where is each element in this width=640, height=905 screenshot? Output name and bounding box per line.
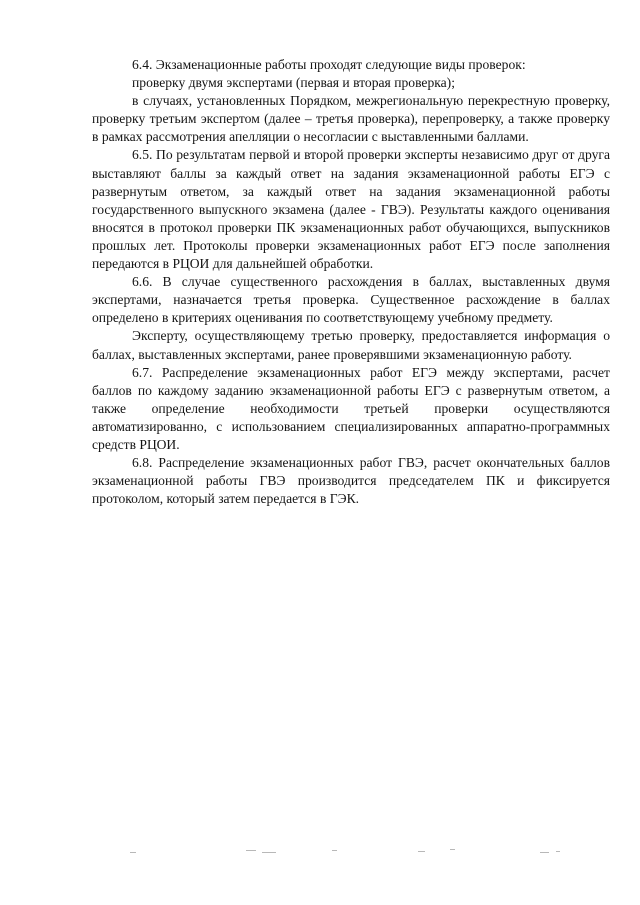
scan-speck [262, 852, 276, 853]
paragraph-6-8: 6.8. Распределение экзаменационных работ ГВЭ, расчет окончательных баллов экзаменационной работы ГВЭ производится председателем ПК и фиксируется протоколом, который затем передается в ГЭК. [92, 455, 610, 507]
paragraph-third-expert-info: Эксперту, осуществляющему третью проверку, предоставляется информация о баллах, выставленных экспертами, ранее проверявшими экзаменационную работу. [92, 328, 610, 362]
scan-speck [450, 849, 455, 850]
paragraph-6-5: 6.5. По результатам первой и второй проверки эксперты независимо друг от друга выставляют баллы за каждый ответ на задания экзаменационной работы ЕГЭ с развернутым ответом, за каждый ответ на задания экзаменационной работы государственного выпускного экзамена (далее - ГВЭ). Результаты каждого оценивания вносятся в протокол проверки ПК экзаменационных работ обучающихся, выпускников прошлых лет. Протоколы проверки экзаменационных работ ЕГЭ после заполнения передаются в РЦОИ для дальнейшей обработки. [92, 147, 610, 272]
paragraph-two-expert-check: проверку двумя экспертами (первая и вторая проверка); [132, 75, 455, 91]
scan-speck [556, 851, 560, 852]
scan-speck [130, 852, 136, 853]
paragraph-other-checks: в случаях, установленных Порядком, межрегиональную перекрестную проверку, проверку третьим экспертом (далее – третья проверка), перепроверку, а также проверку в рамках рассмотрения апелляции о несогласии с выставленными баллами. [92, 93, 610, 145]
document-body [92, 56, 610, 508]
paragraph-6-6: 6.6. В случае существенного расхождения в баллах, выставленных двумя экспертами, назначается третья проверка. Существенное расхождение в баллах определено в критериях оценивания по соответствующему учебному предмету. [92, 274, 610, 326]
scan-speck [540, 852, 549, 853]
scan-speck [246, 850, 256, 851]
paragraph-6-7: 6.7. Распределение экзаменационных работ ЕГЭ между экспертами, расчет баллов по каждому заданию экзаменационной работы ЕГЭ с развернутым ответом, а также определение необходимости третьей проверки осуществляются автоматизированно, с использованием специализированных аппаратно-программных средств РЦОИ. [92, 364, 610, 452]
scan-speck [332, 850, 337, 851]
paragraph-6-4-intro: 6.4. Экзаменационные работы проходят следующие виды проверок: [132, 57, 526, 72]
scan-speck [418, 851, 425, 852]
